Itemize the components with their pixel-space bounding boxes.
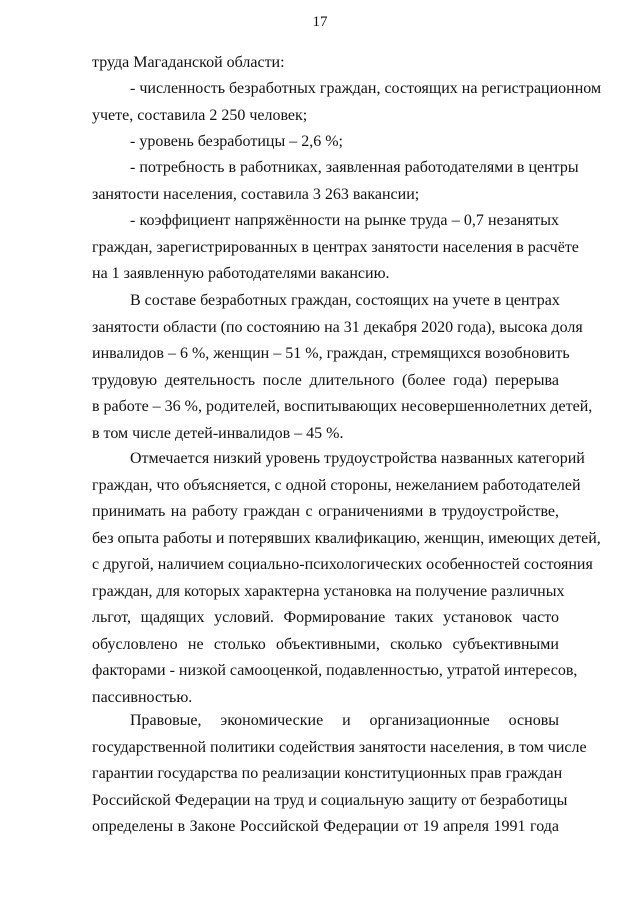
text-line: без опыта работы и потерявших квалификацию, женщин, имеющих детей,	[92, 529, 601, 547]
text-line: граждан, для которых характерна установка на получение различных	[92, 582, 565, 600]
text-line: учете, составила 2 250 человек;	[92, 106, 308, 124]
text-line: пассивностью.	[92, 688, 193, 706]
paragraph	[92, 159, 579, 212]
text-line: занятости населения, составила 3 263 вакансии;	[92, 185, 420, 203]
paragraph	[92, 212, 579, 292]
text-line: Российской Федерации на труд и социальную защиту от безработицы	[92, 791, 568, 809]
text-line: - численность безработных граждан, состоящих на регистрационном	[130, 80, 602, 97]
text-line: принимать на работу граждан с ограничениями в трудоустройстве,	[92, 503, 559, 520]
paragraph	[92, 80, 602, 133]
paragraph	[92, 133, 559, 160]
text-line: - уровень безработицы – 2,6 %;	[130, 133, 343, 150]
text-line: льгот, щадящих условий. Формирование таких установок часто	[92, 609, 559, 626]
text-line: государственной политики содействия занятости населения, в том числе	[92, 738, 587, 756]
text-line: - коэффициент напряжённости на рынке труда – 0,7 незанятых	[130, 212, 559, 229]
text-line: гарантии государства по реализации конституционных прав граждан	[92, 765, 563, 782]
text-line: Правовые, экономические и организационные основы	[130, 712, 559, 729]
paragraph	[92, 292, 593, 451]
text-line: Отмечается низкий уровень трудоустройства названных категорий	[130, 450, 585, 467]
text-line: определены в Законе Российской Федерации от 19 апреля 1991 года	[92, 818, 559, 835]
text-line: обусловлено не столько объективными, сколько субъективными	[92, 635, 559, 653]
text-line: граждан, что объясняется, с одной стороны, нежеланием работодателей	[92, 476, 581, 494]
paragraph	[92, 54, 559, 81]
paragraph	[92, 450, 601, 715]
text-line: трудовую деятельность после длительного (более года) перерыва	[92, 371, 559, 389]
text-line: в работе – 36 %, родителей, воспитывающих несовершеннолетних детей,	[92, 398, 593, 415]
text-line: инвалидов – 6 %, женщин – 51 %, граждан, стремящихся возобновить	[92, 345, 570, 362]
text-line: на 1 заявленную работодателями вакансию.	[92, 265, 390, 282]
text-line: труда Магаданской области:	[92, 54, 285, 71]
text-line: в том числе детей-инвалидов – 45 %.	[92, 424, 344, 442]
text-line: - потребность в работниках, заявленная работодателями в центры	[130, 159, 579, 176]
text-line: граждан, зарегистрированных в центрах занятости населения в расчёте	[92, 238, 579, 256]
text-line: В составе безработных граждан, состоящих на учете в центрах	[130, 292, 560, 309]
text-line: занятости области (по состоянию на 31 декабря 2020 года), высока доля	[92, 318, 583, 336]
page-number: 17	[312, 14, 328, 30]
paragraph	[92, 712, 587, 845]
text-line: с другой, наличием социально-психологических особенностей состояния	[92, 556, 593, 573]
text-line: факторами - низкой самооценкой, подавленностью, утратой интересов,	[92, 662, 578, 679]
